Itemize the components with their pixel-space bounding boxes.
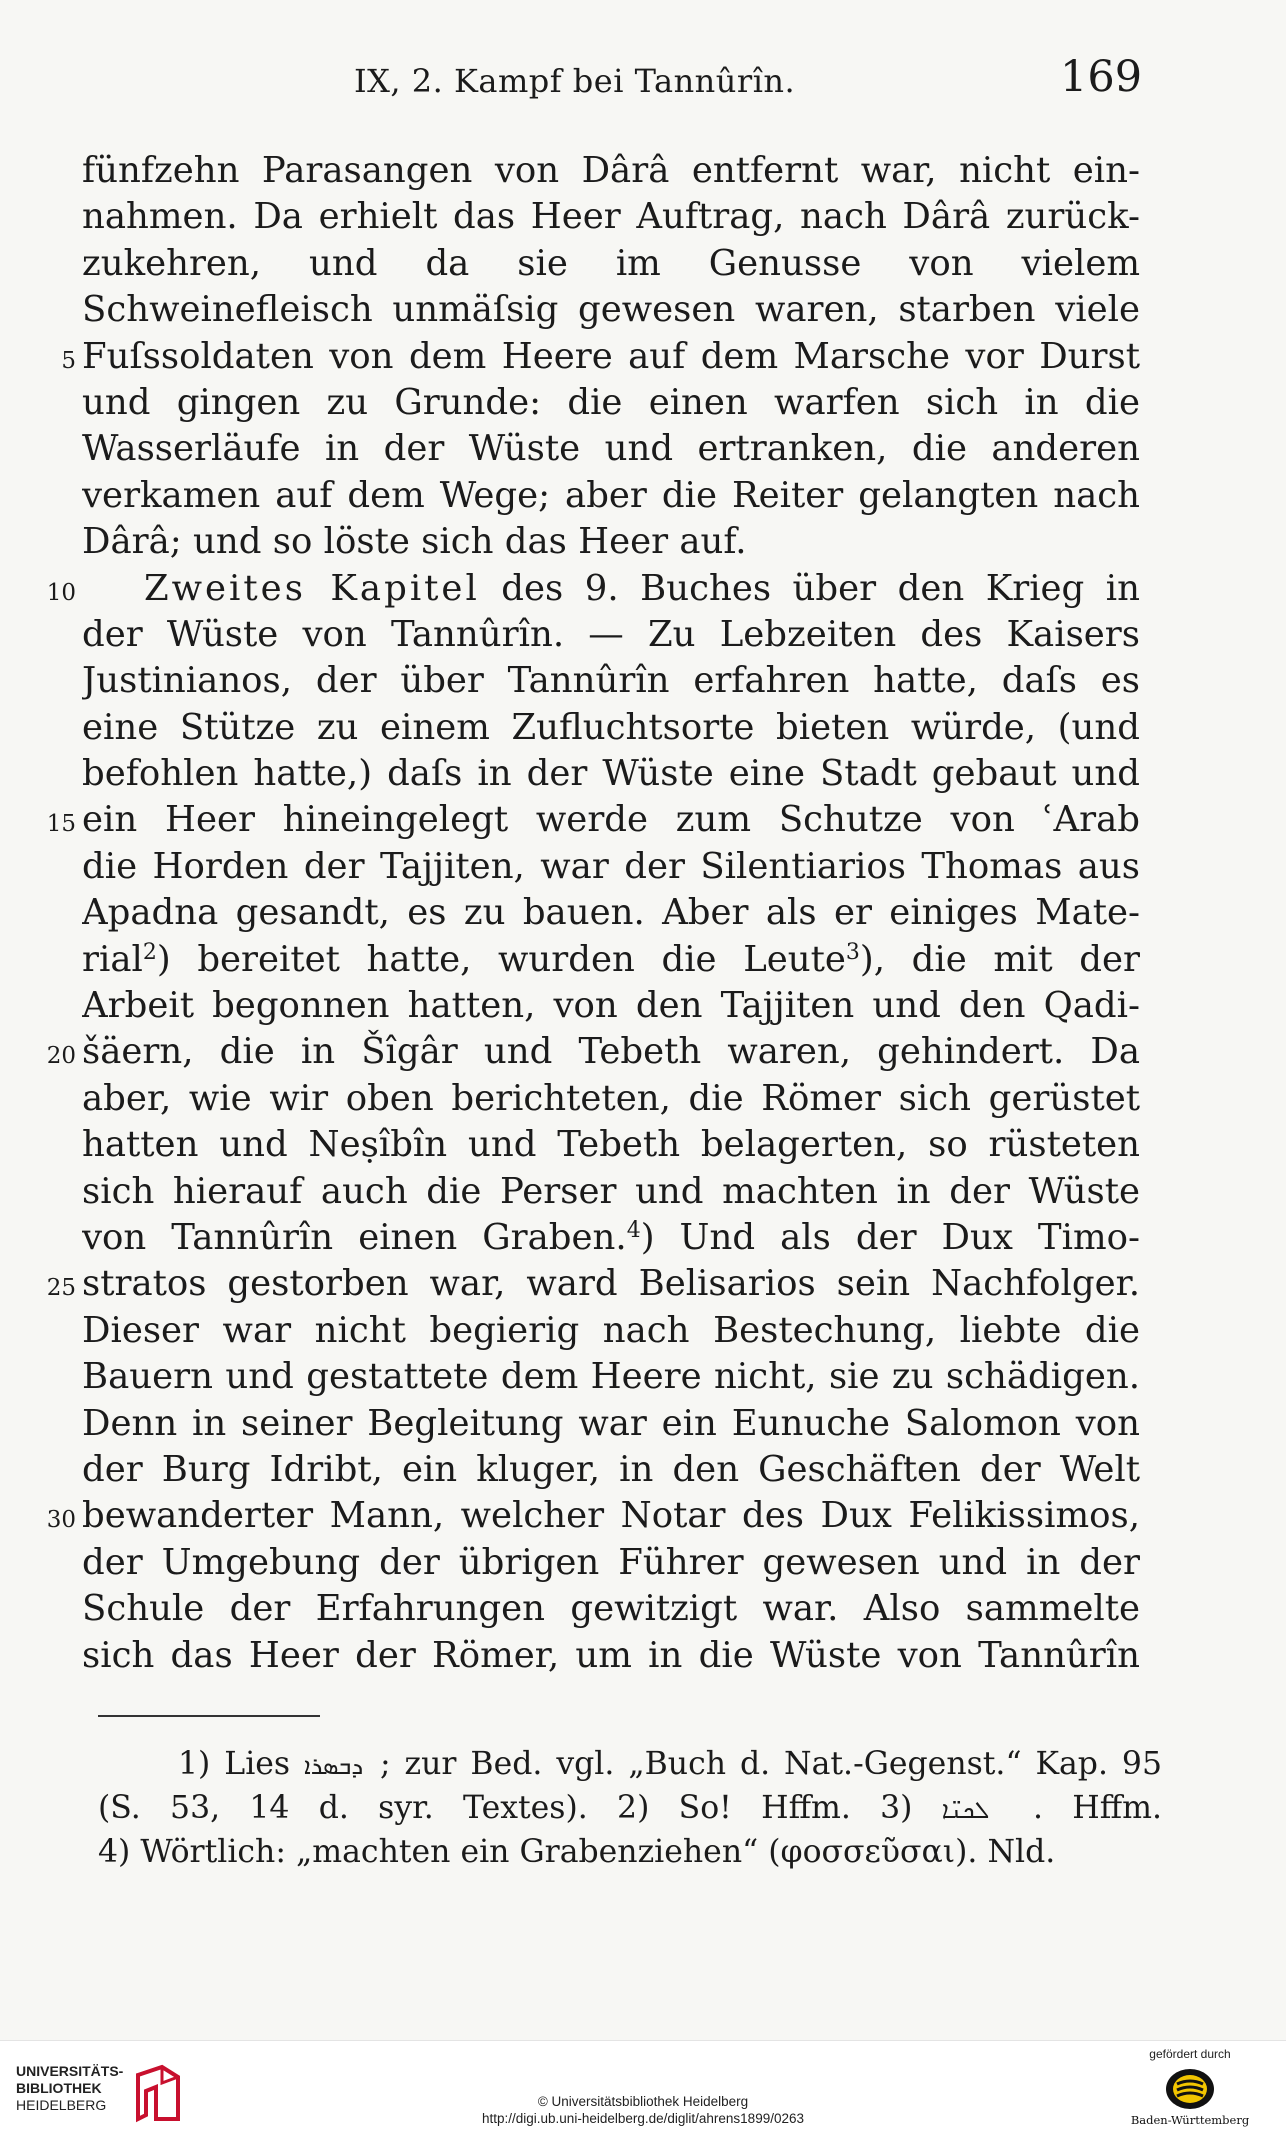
- line-text: [82, 1029, 1140, 1075]
- line-text: [82, 566, 1140, 612]
- state-seal-icon: [1164, 2067, 1216, 2111]
- line-text: [82, 751, 1140, 797]
- line-body: eine Stütze zu einem Zufluchtsorte bieten würde, (und: [82, 706, 1140, 748]
- text-line: [46, 1029, 1140, 1075]
- footnote-marker[interactable]: 4: [626, 1217, 641, 1243]
- footnote-text: ; zur Bed. vgl. „Buch d. Nat.-Gegenst.“ Kap. 95: [379, 1746, 1162, 1782]
- line-text: [82, 1540, 1140, 1586]
- text-line: [82, 612, 1140, 658]
- text-line: [82, 1076, 1140, 1122]
- line-body: fünfzehn Parasangen von Dârâ entfernt war, nicht ein-: [82, 150, 1140, 191]
- line-body: Denn in seiner Begleitung war ein Eunuche Salomon von: [82, 1402, 1140, 1444]
- line-text: [82, 426, 1140, 472]
- line-body: Wasserläufe in der Wüste und ertranken, die anderen: [82, 428, 1140, 470]
- line-body: Schweinefleisch unmäſsig gewesen waren, starben viele: [82, 289, 1140, 331]
- text-line: [46, 1261, 1140, 1307]
- text-line: [82, 1633, 1140, 1679]
- text-line: [82, 380, 1140, 426]
- text-line: [82, 1308, 1140, 1354]
- line-text: [82, 1076, 1140, 1122]
- line-text: [82, 1354, 1140, 1400]
- viewer-footer: [0, 2040, 1286, 2135]
- line-number: 15: [46, 811, 76, 838]
- text-line: [82, 1401, 1140, 1447]
- library-name-line: UNIVERSITÄTS-: [16, 2063, 124, 2079]
- text-line: [82, 241, 1140, 287]
- copyright-notice: [0, 2093, 1286, 2127]
- library-name-line: HEIDELBERG: [16, 2097, 107, 2113]
- footnote-text: 1) Lies: [178, 1746, 291, 1782]
- text-line: [82, 1169, 1140, 1215]
- page-number: 169: [1060, 52, 1143, 102]
- running-head: [0, 52, 1286, 102]
- text-line: [82, 519, 1140, 565]
- line-number: 30: [46, 1507, 76, 1534]
- line-text: [82, 1308, 1140, 1354]
- line-body: ) Und als der Dux Timo-: [640, 1216, 1140, 1258]
- text-line: [82, 426, 1140, 472]
- line-text: [82, 844, 1140, 890]
- footnote-line: [98, 1786, 1162, 1830]
- line-text: [82, 1215, 1140, 1261]
- line-body: ein Heer hineingelegt werde zum Schutze von ʿArab: [82, 799, 1140, 841]
- line-text: [82, 1401, 1140, 1447]
- line-text: [82, 612, 1140, 658]
- copyright-text: © Universitätsbibliothek Heidelberg: [537, 2094, 749, 2109]
- funder-logo[interactable]: [1120, 2047, 1260, 2133]
- text-line: [82, 844, 1140, 890]
- line-body: Dieser war nicht begierig nach Bestechung, liebte die: [82, 1309, 1140, 1351]
- line-text: [82, 1122, 1140, 1168]
- footnote-text: (S. 53, 14 d. syr. Textes). 2) So! Hffm. 3): [98, 1790, 913, 1826]
- line-body: aber, wie wir oben berichteten, die Römer sich gerüstet: [82, 1077, 1140, 1119]
- line-text: [82, 194, 1140, 240]
- footnote-text: . Hffm.: [1033, 1790, 1162, 1826]
- funded-by-label: gefördert durch: [1149, 2047, 1231, 2061]
- footnote-text: 4) Wörtlich: „machten ein Grabenziehen“ (φοσσεῦσαι). Nld.: [98, 1834, 1056, 1870]
- line-text: [82, 1586, 1140, 1632]
- syriac-word: ܠܟܢ̈ܐ: [941, 1795, 990, 1824]
- line-body: zukehren, und da sie im Genusse von vielem: [82, 242, 1140, 284]
- line-text: [82, 890, 1140, 936]
- text-line: [82, 705, 1140, 751]
- line-body: der Umgebung der übrigen Führer gewesen und in der: [82, 1541, 1140, 1583]
- line-text: [82, 1493, 1140, 1539]
- text-line: [82, 473, 1140, 519]
- line-body: der Burg Idribt, ein kluger, in den Geschäften der Welt: [82, 1448, 1140, 1490]
- text-line: [82, 1447, 1140, 1493]
- text-line: [82, 751, 1140, 797]
- line-text: [82, 705, 1140, 751]
- line-body: von Tannûrîn einen Graben.: [82, 1216, 627, 1258]
- line-body: verkamen auf dem Wege; aber die Reiter gelangten nach: [82, 474, 1140, 516]
- line-body: sich hierauf auch die Perser und machten in der Wüste: [82, 1170, 1140, 1212]
- line-body: sich das Heer der Römer, um in die Wüste von Tannûrîn: [82, 1634, 1140, 1676]
- line-text: [82, 334, 1140, 380]
- line-body: šäern, die in Šîgâr und Tebeth waren, gehindert. Da: [82, 1031, 1140, 1073]
- line-text: [82, 148, 1140, 194]
- line-text: [82, 1261, 1140, 1307]
- line-body: Fuſssoldaten von dem Heere auf dem Marsche vor Durst: [82, 335, 1140, 377]
- footnote-line: [98, 1742, 1162, 1786]
- line-body: befohlen hatte,) daſs in der Wüste eine Stadt gebaut und: [82, 753, 1140, 795]
- line-text: [82, 1633, 1140, 1679]
- line-body: Dârâ; und so löste sich das Heer auf.: [82, 521, 747, 563]
- text-line: [61, 334, 1140, 380]
- text-line: [82, 1354, 1140, 1400]
- footnote-marker[interactable]: 3: [845, 939, 860, 965]
- line-body: bewanderter Mann, welcher Notar des Dux Felikissimos,: [82, 1495, 1140, 1537]
- line-body: hatten und Neṣîbîn und Tebeth belagerten, so rüsteten: [82, 1124, 1140, 1166]
- line-text: [82, 1169, 1140, 1215]
- text-line: [82, 1122, 1140, 1168]
- permalink-url[interactable]: http://digi.ub.uni-heidelberg.de/diglit/ahrens1899/0263: [482, 2111, 804, 2126]
- line-text: [82, 937, 1140, 983]
- line-text: [82, 519, 1140, 565]
- text-line: [82, 148, 1140, 194]
- syriac-word: ܕܒܣܪܐ: [304, 1751, 364, 1780]
- text-line: [82, 194, 1140, 240]
- footnotes: [98, 1742, 1162, 1874]
- line-body: nahmen. Da erhielt das Heer Auftrag, nach Dârâ zurück-: [82, 196, 1140, 238]
- line-body: ) bereitet hatte, wurden die Leute: [156, 938, 846, 980]
- text-line: [82, 890, 1140, 936]
- line-text: [82, 658, 1140, 704]
- line-text: [82, 797, 1140, 843]
- line-text: [82, 1447, 1140, 1493]
- line-body: Apadna gesandt, es zu bauen. Aber als er einiges Mate-: [82, 892, 1140, 934]
- line-text: [82, 287, 1140, 333]
- chapter-heading: Zweites Kapitel: [144, 567, 480, 609]
- footnote-line: [98, 1830, 1162, 1874]
- text-line: [46, 797, 1140, 843]
- text-line: [82, 983, 1140, 1029]
- line-body: stratos gestorben war, ward Belisarios sein Nachfolger.: [82, 1263, 1140, 1305]
- line-body: Arbeit begonnen hatten, von den Tajjiten und den Qadi-: [82, 985, 1140, 1027]
- text-line: [82, 1540, 1140, 1586]
- line-body: und gingen zu Grunde: die einen warfen sich in die: [82, 381, 1140, 423]
- text-line: [82, 1215, 1140, 1261]
- line-text: [82, 983, 1140, 1029]
- text-line: [82, 287, 1140, 333]
- text-line: [46, 1493, 1140, 1539]
- text-line: [46, 566, 1140, 612]
- line-body: der Wüste von Tannûrîn. — Zu Lebzeiten des Kaisers: [82, 613, 1140, 655]
- line-body: die Horden der Tajjiten, war der Silentiarios Thomas aus: [82, 845, 1140, 887]
- text-line: [82, 937, 1140, 983]
- body-text: [46, 148, 1140, 1679]
- running-head-title: IX, 2. Kampf bei Tannûrîn.: [354, 62, 796, 100]
- line-number: 20: [46, 1043, 76, 1070]
- text-line: [82, 1586, 1140, 1632]
- funder-name: Baden-Württemberg: [1130, 2113, 1250, 2127]
- line-number: 10: [46, 579, 76, 606]
- line-number: 5: [61, 347, 76, 374]
- line-text: [82, 380, 1140, 426]
- line-body: ), die mit der: [859, 938, 1140, 980]
- line-body: des 9. Buches über den Krieg in: [479, 567, 1140, 609]
- line-body: Schule der Erfahrungen gewitzigt war. Also sammelte: [82, 1588, 1140, 1630]
- line-body: rial: [82, 938, 143, 980]
- footnote-rule: [98, 1715, 320, 1717]
- line-body: Bauern und gestattete dem Heere nicht, sie zu schädigen.: [82, 1356, 1140, 1398]
- line-body: Justinianos, der über Tannûrîn erfahren hatte, daſs es: [82, 660, 1140, 702]
- text-line: [82, 658, 1140, 704]
- footnote-marker[interactable]: 2: [142, 939, 157, 965]
- line-text: [82, 241, 1140, 287]
- line-text: [82, 473, 1140, 519]
- line-number: 25: [46, 1275, 76, 1302]
- library-name-line: BIBLIOTHEK: [16, 2080, 102, 2096]
